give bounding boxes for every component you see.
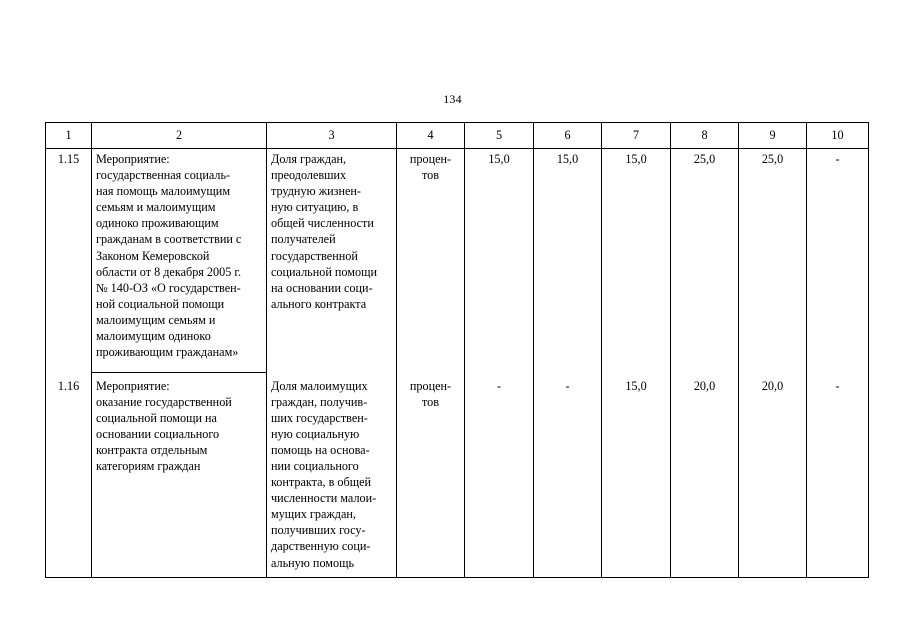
header-cell-8: 8 xyxy=(671,123,739,149)
event-text-line: области от 8 декабря 2005 г. xyxy=(96,264,242,279)
header-row xyxy=(46,123,869,149)
event-text-line: семьям и малоимущим xyxy=(96,200,216,215)
indicator-text-line: на основании соци- xyxy=(271,280,373,295)
event-text-line: оказание государственной xyxy=(96,395,232,410)
indicator-text-line: ную социальную xyxy=(271,426,360,441)
event-text-line: одиноко проживающим xyxy=(96,216,219,231)
indicator-text-line: получателей xyxy=(271,232,336,247)
value-cell: - xyxy=(807,373,869,578)
indicator-text-line: граждан, получив- xyxy=(271,394,368,409)
table-row xyxy=(46,149,869,373)
indicator-text-line: получивших госу- xyxy=(271,523,366,538)
unit-cell xyxy=(397,149,465,373)
value-cell: 20,0 xyxy=(739,373,807,578)
unit-text-line: тов xyxy=(421,168,439,183)
value-cell: 15,0 xyxy=(534,149,602,373)
event-text-line: Мероприятие: xyxy=(96,379,170,393)
indicators-table xyxy=(45,122,869,578)
indicator-text-line: ального контракта xyxy=(271,296,367,311)
event-text-line: государственная социаль- xyxy=(96,168,231,183)
indicator-text-line: мущих граждан, xyxy=(271,507,356,522)
event-text-line: контракта отдельным xyxy=(96,443,208,458)
unit-cell xyxy=(397,373,465,578)
unit-text-line: процен- xyxy=(409,378,452,393)
header-cell-5: 5 xyxy=(465,123,534,149)
header-cell-3: 3 xyxy=(267,123,397,149)
row-number: 1.15 xyxy=(46,149,92,373)
event-cell xyxy=(92,373,267,578)
event-text-line: малоимущим одиноко xyxy=(96,329,211,344)
indicator-text-line: Доля граждан, xyxy=(271,152,347,166)
header-cell-1: 1 xyxy=(46,123,92,149)
indicator-cell xyxy=(267,149,397,373)
value-cell: 15,0 xyxy=(602,149,671,373)
header-cell-7: 7 xyxy=(602,123,671,149)
header-cell-10: 10 xyxy=(807,123,869,149)
value-cell: - xyxy=(534,373,602,578)
indicator-text-line: ную ситуацию, в xyxy=(271,200,359,215)
indicator-text-line: численности малои- xyxy=(271,491,377,506)
indicator-text-line: государственной xyxy=(271,248,358,263)
value-cell: - xyxy=(807,149,869,373)
event-text-line: социальной помощи на xyxy=(96,411,217,426)
indicator-text-line: преодолевших xyxy=(271,168,347,183)
indicator-cell xyxy=(267,373,397,578)
indicator-text-line: контракта, в общей xyxy=(271,475,372,490)
value-cell: 15,0 xyxy=(465,149,534,373)
value-cell: - xyxy=(465,373,534,578)
indicator-text-line: социальной помощи xyxy=(271,264,377,279)
header-cell-2: 2 xyxy=(92,123,267,149)
indicator-text-line: ших государствен- xyxy=(271,410,368,425)
event-text-line: гражданам в соответствии с xyxy=(96,232,242,247)
header-cell-9: 9 xyxy=(739,123,807,149)
event-text-line: проживающим гражданам» xyxy=(96,345,239,360)
value-cell: 25,0 xyxy=(739,149,807,373)
header-cell-4: 4 xyxy=(397,123,465,149)
event-text-line: ной социальной помощи xyxy=(96,296,225,311)
page-number: 134 xyxy=(443,92,462,106)
unit-text-line: процен- xyxy=(409,152,452,166)
header-cell-6: 6 xyxy=(534,123,602,149)
value-cell: 15,0 xyxy=(602,373,671,578)
indicator-text-line: Доля малоимущих xyxy=(271,378,368,393)
indicator-text-line: альную помощь xyxy=(271,555,355,570)
event-cell xyxy=(92,149,267,373)
indicator-text-line: дарственную соци- xyxy=(271,539,371,554)
event-text-line: Мероприятие: xyxy=(96,152,170,166)
value-cell: 25,0 xyxy=(671,149,739,373)
indicator-text-line: помощь на основа- xyxy=(271,442,370,457)
event-text-line: № 140-ОЗ «О государствен- xyxy=(96,280,241,295)
table-row xyxy=(46,373,869,578)
unit-text-line: тов xyxy=(421,394,439,409)
indicator-text-line: нии социального xyxy=(271,458,359,473)
event-text-line: Законом Кемеровской xyxy=(96,248,210,263)
row-number: 1.16 xyxy=(46,373,92,578)
event-text-line: ная помощь малоимущим xyxy=(96,184,231,199)
event-text-line: малоимущим семьям и xyxy=(96,312,216,327)
event-text-line: основании социального xyxy=(96,427,220,442)
indicator-text-line: общей численности xyxy=(271,216,374,231)
indicator-text-line: трудную жизнен- xyxy=(271,184,361,199)
value-cell: 20,0 xyxy=(671,373,739,578)
event-text-line: категориям граждан xyxy=(96,459,201,474)
